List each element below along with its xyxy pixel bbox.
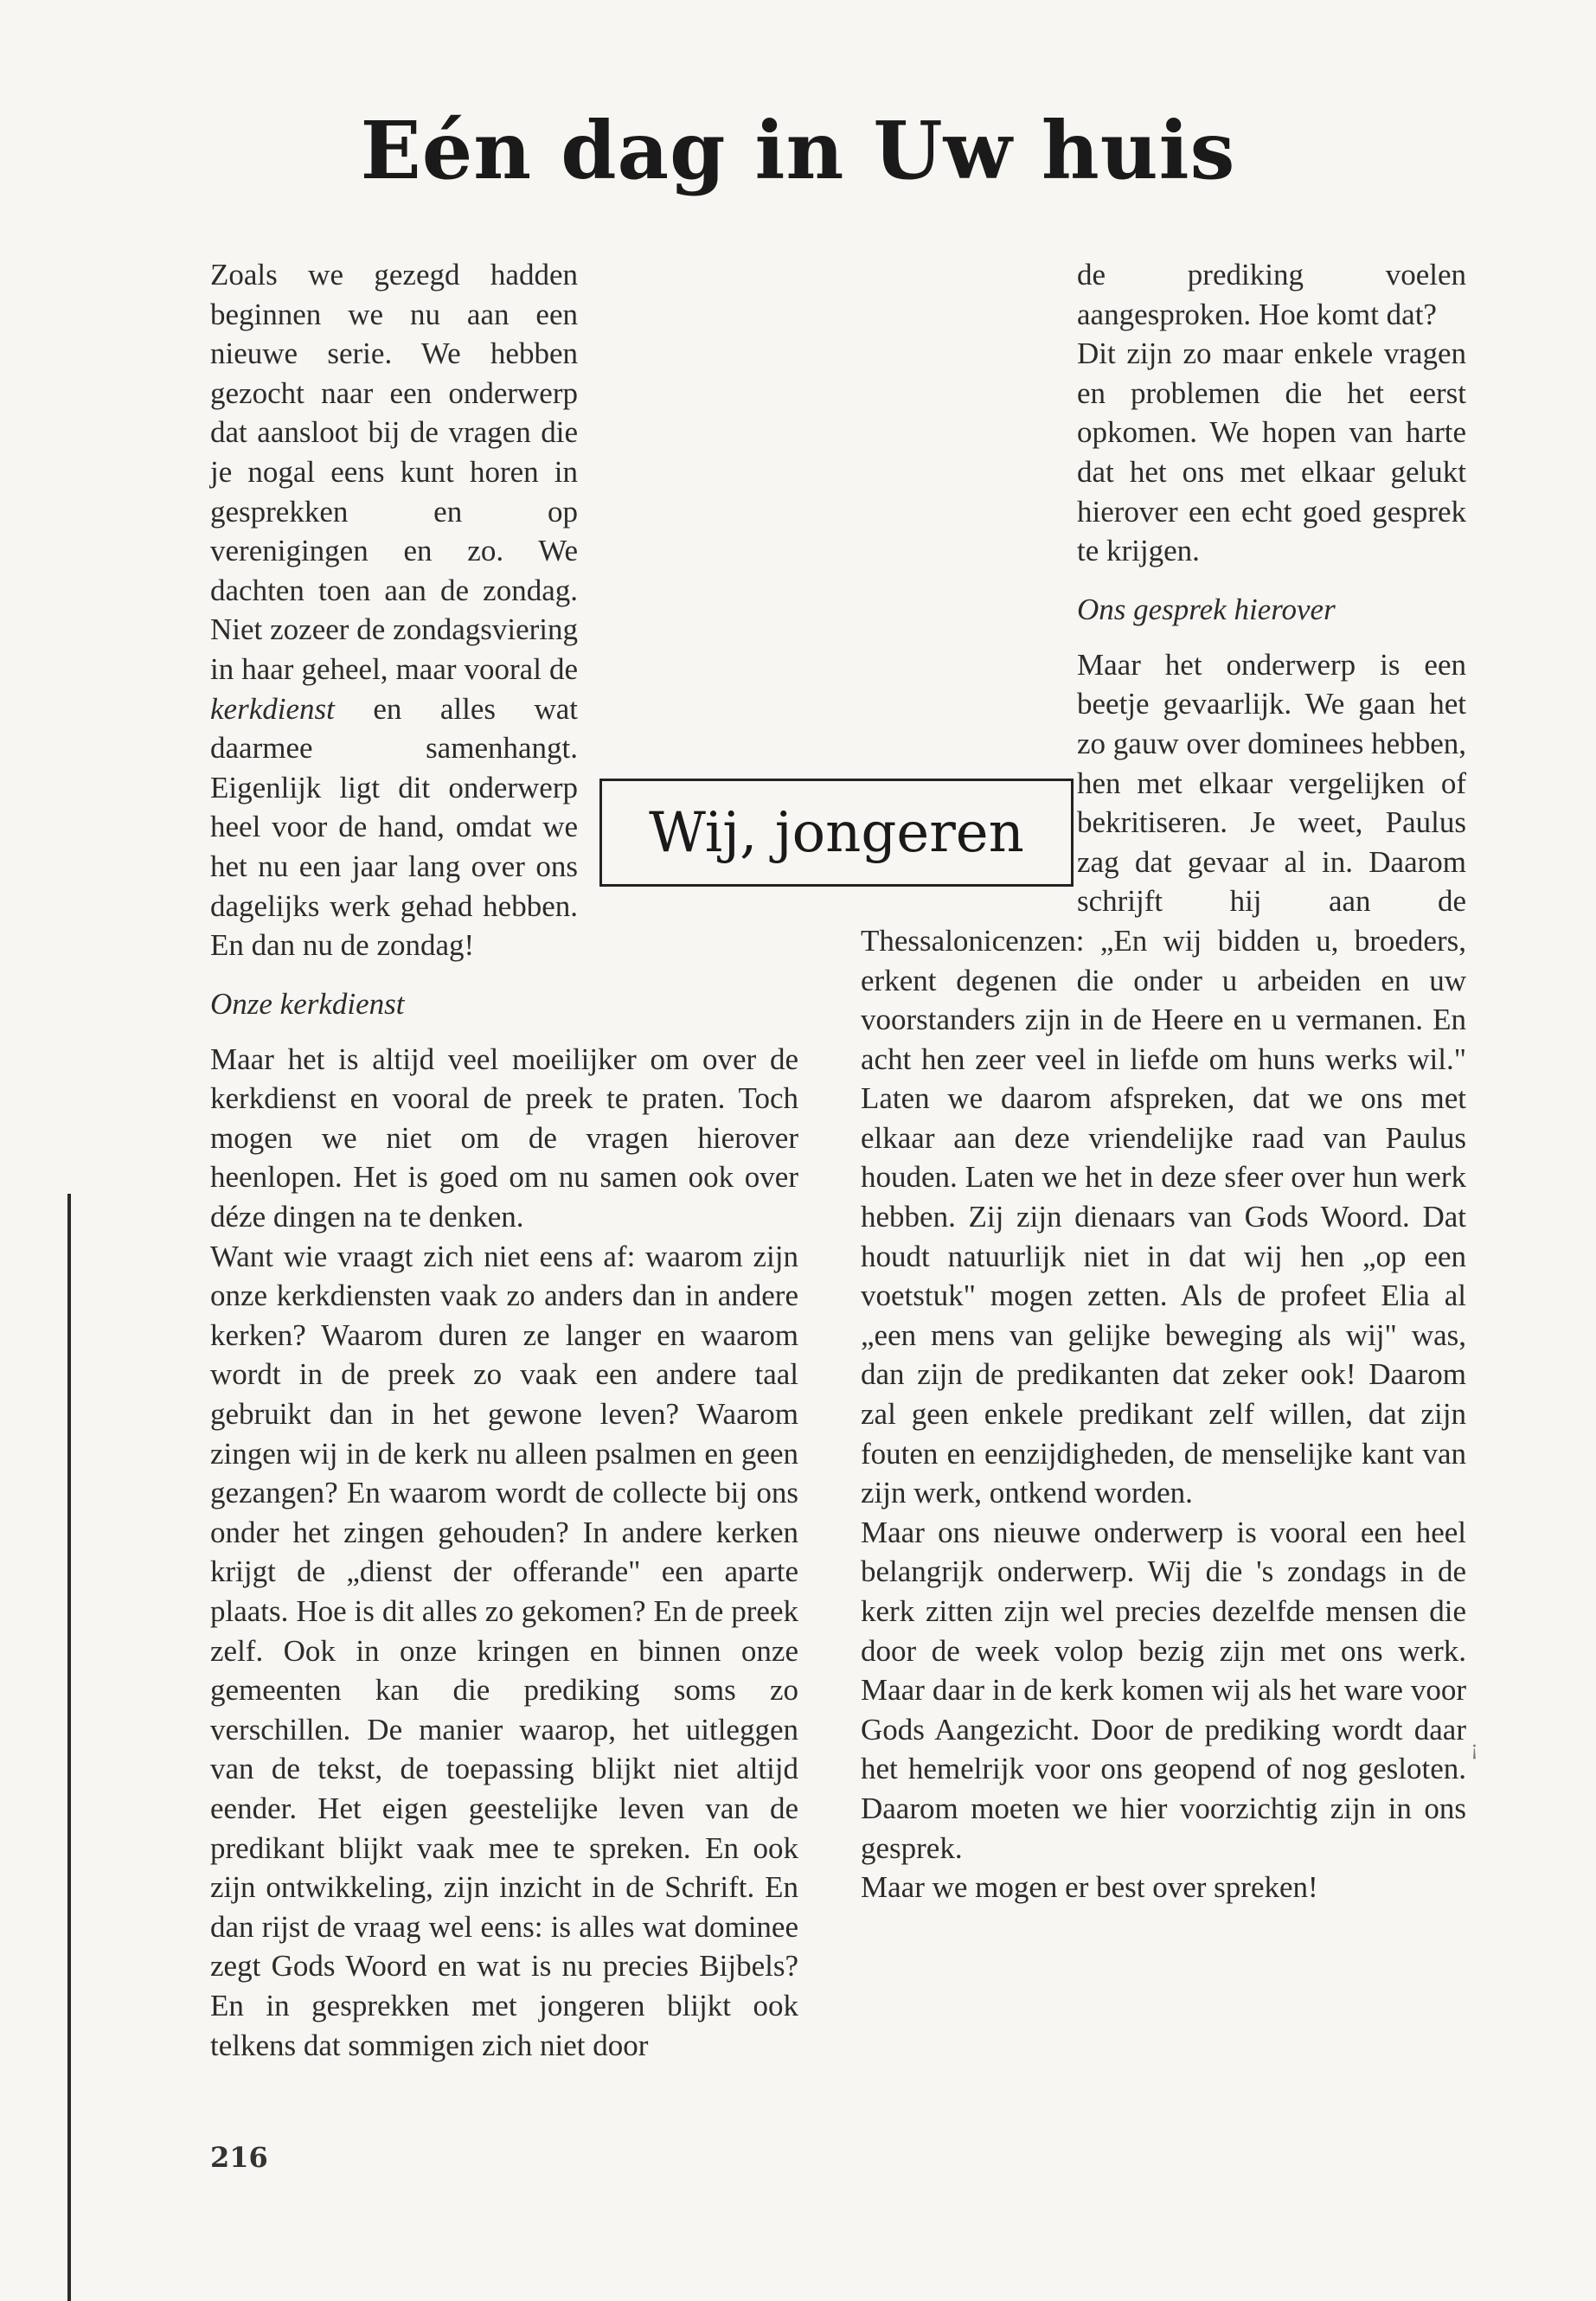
heading-onze-kerkdienst: Onze kerkdienst [210, 986, 405, 1021]
left-p1-emphasis: kerkdienst [210, 691, 335, 726]
left-p1-text-a: Zoals we gezegd hadden beginnen we nu aan een nieuwe serie. We hebben gezocht naar een onderwerp dat aansloot bij de vragen die je nogal eens kunt horen in gesprekken en op verenigingen en zo. We dachten toen aan de zondag. Niet zozeer de zondagsviering in haar geheel, maar vooral de [210, 258, 578, 686]
left-column-text [210, 255, 798, 2065]
right-paragraph-5: Maar we mogen er best over spreken! [861, 1870, 1318, 1905]
right-paragraph-2: Dit zijn zo maar enkele vragen en problemen die het eerst opkomen. We hopen van harte dat het ons met elkaar gelukt hierover een echt goed gesprek te krijgen. [1077, 336, 1466, 568]
stray-mark: ¡ [1471, 1739, 1478, 1760]
right-column-text [861, 255, 1466, 1907]
left-insert-gap [578, 747, 798, 920]
left-p1-text-b: en alles wat daarmee samenhangt. Eigenlijk ligt dit onderwerp heel voor de hand, omdat we het nu een jaar lang over ons dagelijks werk gehad hebben. En dan nu de zondag! [210, 691, 578, 963]
right-paragraph-1: de prediking voelen aangesproken. Hoe komt dat? [1077, 258, 1466, 331]
margin-rule [67, 1194, 71, 2301]
left-paragraph-3: Want wie vraagt zich niet eens af: waarom zijn onze kerkdiensten vaak zo anders dan in andere kerken? Waarom duren ze langer en waarom wordt in de preek zo vaak een andere taal gebruikt dan in het gewone leven? Waarom zingen wij in de kerk nu alleen psalmen en geen gezangen? En waarom wordt de collecte bij ons onder het zingen gehouden? In andere kerken krijgt de „dienst der offerande" een aparte plaats. Hoe is dit alles zo gekomen? En de preek zelf. Ook in onze kringen en binnen onze gemeenten kan die prediking soms zo verschillen. De manier waarop, het uitleggen van de tekst, de toepassing blijkt niet altijd eender. Het eigen geestelijke leven van de predikant blijkt vaak mee te spreken. En ook zijn ontwikkeling, zijn inzicht in de Schrift. En dan rijst de vraag wel eens: is alles wat dominee zegt Gods Woord en wat is nu precies Bijbels? En in gesprekken met jongeren blijkt ook telkens dat sommigen zich niet door [210, 1239, 798, 2062]
left-paragraph-2: Maar het is altijd veel moeilijker om over de kerkdienst en vooral de preek te praten. Toch mogen we niet om de vragen hierover heenlopen. Het is goed om nu samen ook over déze dingen na te denken. [210, 1042, 798, 1234]
page-title: Eén dag in Uw huis [360, 104, 1236, 197]
heading-ons-gesprek: Ons gesprek hierover [1077, 592, 1336, 626]
section-insert-title: Wij, jongeren [599, 779, 1074, 887]
right-paragraph-4: Maar ons nieuwe onderwerp is vooral een heel belangrijk onderwerp. Wij die 's zondags in de kerk zitten zijn wel precies dezelfde mensen die door de week volop bezig zijn met ons werk. Maar daar in de kerk komen wij als het ware voor Gods Aangezicht. Door de prediking wordt daar het hemelrijk voor ons geopend of nog gesloten. Daarom moeten we hier voorzichtig zijn in ons gesprek. [861, 1515, 1466, 1865]
page-number: 216 [210, 2141, 268, 2174]
right-insert-gap [861, 747, 1077, 920]
right-paragraph-3: Maar het onderwerp is een beetje gevaarlijk. We gaan het zo gauw over dominees hebben, hen met elkaar vergelijken of bekritiseren. Je weet, Paulus zag dat gevaar al in. Daarom schrijft hij aan de Thessalonicenzen: „En wij bidden u, broeders, erkent degenen die onder u arbeiden en uw voorstanders zijn in de Heere en u vermanen. En acht hen zeer veel in liefde om huns werks wil." Laten we daarom afspreken, dat we ons met elkaar aan deze vriendelijke raad van Paulus houden. Laten we het in deze sfeer over hun werk hebben. Zij zijn dienaars van Gods Woord. Dat houdt natuurlijk niet in dat wij hen „op een voetstuk" mogen zetten. Als de profeet Elia al „een mens van gelijke beweging als wij" was, dan zijn de predikanten dat zeker ook! Daarom zal geen enkele predikant zelf willen, dat zijn fouten en eenzijdigheden, de menselijke kant van zijn werk, ontkend worden. [861, 647, 1466, 1510]
